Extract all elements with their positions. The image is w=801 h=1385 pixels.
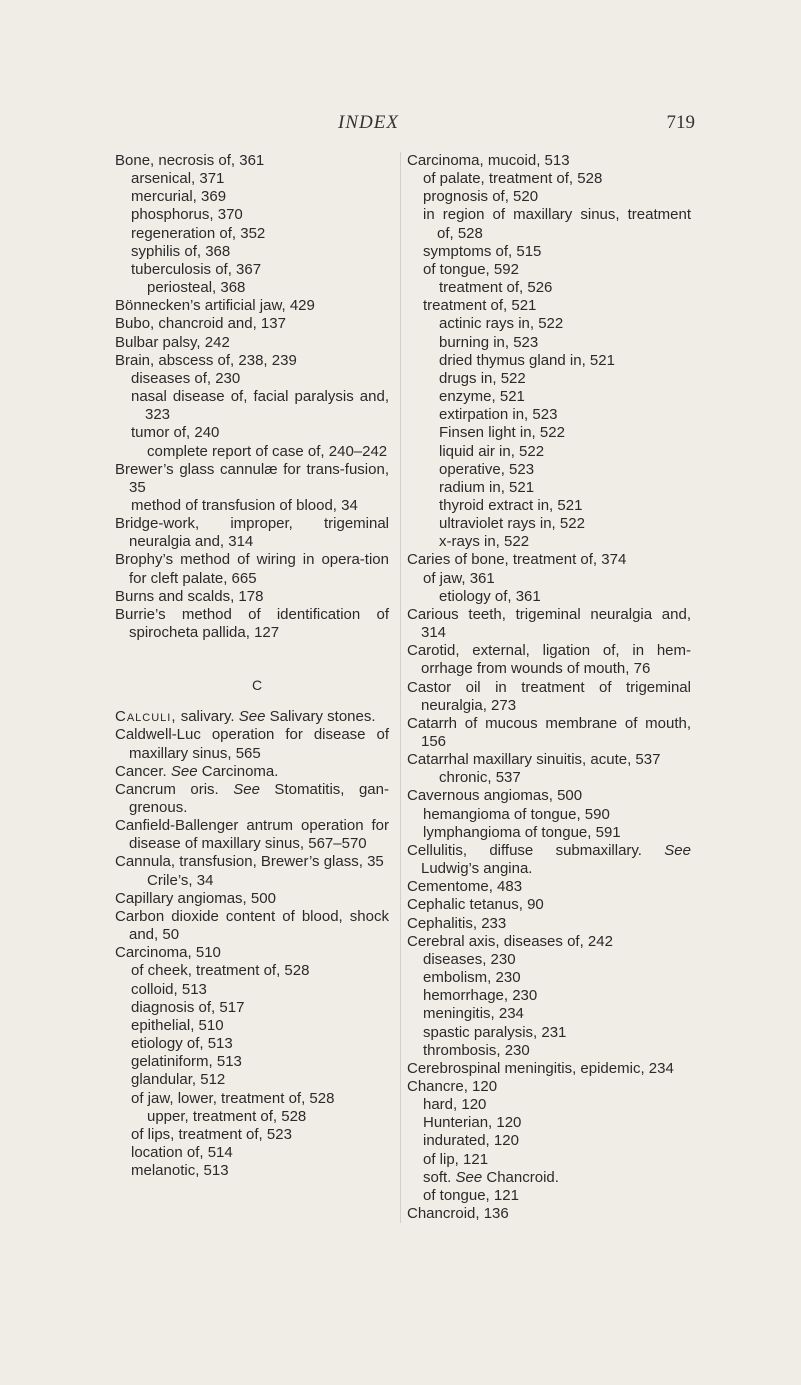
entry-text: Cephalic tetanus, 90 [407,896,544,914]
index-entry [115,708,389,726]
entry-text: extirpation in, 523 [439,406,558,424]
index-subentry [407,170,691,188]
index-entry [115,551,389,587]
index-entry [115,334,389,352]
entry-text: glandular, 512 [131,1071,226,1089]
entry-text: ultraviolet rays in, 522 [439,515,585,533]
index-subentry [407,424,691,442]
index-subentry [407,279,691,297]
entry-text: of jaw, lower, treatment of, 528 [131,1089,335,1107]
see-reference: See [664,841,691,859]
entry-text: mercurial, 369 [131,188,227,206]
entry-text: x-rays in, 522 [439,533,530,551]
index-entry [407,1060,691,1078]
entry-text: of lips, treatment of, 523 [131,1125,292,1143]
index-subentry [115,370,389,388]
index-column-left [115,152,389,1180]
index-subentry [407,1005,691,1023]
index-subentry [115,1108,389,1126]
entry-text: diagnosis of, 517 [131,998,245,1016]
index-entry [407,642,691,678]
entry-text: diseases of, 230 [131,369,241,387]
entry-text: embolism, 230 [423,969,521,987]
index-subentry [115,1053,389,1071]
index-entry [115,908,389,944]
index-subentry [407,515,691,533]
entry-text: arsenical, 371 [131,170,225,188]
entry-text: Caries of bone, treatment of, 374 [407,551,627,569]
entry-text: enzyme, 521 [439,388,525,406]
index-entry [115,853,389,871]
entry-text: method of transfusion of blood, 34 [131,496,358,514]
entry-text: of palate, treatment of, 528 [423,170,603,188]
entry-text: Cavernous angiomas, 500 [407,787,583,805]
index-subentry [407,769,691,787]
index-subentry [407,334,691,352]
entry-text: upper, treatment of, 528 [147,1107,307,1125]
entry-text: Chancre, 120 [407,1077,498,1095]
page-number: 719 [666,112,695,133]
index-subentry [115,225,389,243]
index-entry [115,817,389,853]
entry-text: operative, 523 [439,460,535,478]
entry-text: Bridge-work, improper, trigeminal neuralgia and, 314 [115,515,389,551]
entry-text: Cementome, 483 [407,878,523,896]
index-entry [407,606,691,642]
entry-text: Cerebrospinal meningitis, epidemic, 234 [407,1059,674,1077]
index-entry [407,715,691,751]
see-reference: See [238,708,266,726]
index-subentry [115,1017,389,1035]
entry-text: Capillary angiomas, 500 [115,889,276,907]
entry-text: Finsen light in, 522 [439,424,565,442]
entry-text: etiology of, 361 [439,587,541,605]
entry-text: actinic rays in, 522 [439,315,564,333]
index-subentry [407,1132,691,1150]
running-head: INDEX [338,112,399,133]
entry-text: meningitis, 234 [423,1005,524,1023]
entry-text: prognosis of, 520 [423,188,539,206]
entry-text: of jaw, 361 [423,569,495,587]
index-subentry [407,1187,691,1205]
entry-text: Carcinoma, mucoid, 513 [407,152,570,169]
index-subentry [407,315,691,333]
see-reference: See [233,780,260,798]
index-subentry [407,479,691,497]
entry-text: regeneration of, 352 [131,224,266,242]
entry-text: in region of maxillary sinus, treatment of, 528 [423,206,691,242]
entry-text-rest: Chancroid. [482,1168,559,1186]
entry-text: syphilis of, 368 [131,242,231,260]
index-subentry [407,533,691,551]
index-entry [115,726,389,762]
index-subentry [407,243,691,261]
index-subentry [115,962,389,980]
entry-text: Carotid, external, ligation of, in hem-orrhage from wounds of mouth, 76 [407,642,691,678]
index-entry [115,352,389,370]
index-subentry [115,188,389,206]
entry-text: thrombosis, 230 [423,1041,530,1059]
index-entry [407,787,691,805]
index-entry [407,842,691,878]
entry-text: symptoms of, 515 [423,242,542,260]
entry-text: tumor of, 240 [131,424,220,442]
index-entry [407,896,691,914]
index-entry [407,1205,691,1223]
index-subentry [407,1042,691,1060]
index-subentry [115,388,389,424]
entry-text: of cheek, treatment of, 528 [131,962,310,980]
entry-text: treatment of, 521 [423,297,537,315]
entry-text: hard, 120 [423,1096,487,1114]
index-subentry [407,297,691,315]
index-subentry [407,261,691,279]
entry-text: treatment of, 526 [439,279,553,297]
entry-text: Hunterian, 120 [423,1114,522,1132]
entry-text-rest: Salivary stones. [265,708,376,726]
index-entry [115,763,389,781]
index-entry [115,461,389,497]
entry-text: Brophy’s method of wiring in opera-tion for cleft palate, 665 [115,551,389,587]
entry-text: Brain, abscess of, 238, 239 [115,351,297,369]
entry-text: of tongue, 592 [423,260,519,278]
index-subentry [407,406,691,424]
index-entry [115,606,389,642]
index-subentry [407,570,691,588]
entry-text: Castor oil in treatment of trigeminal neuralgia, 273 [407,678,691,714]
index-subentry [407,824,691,842]
entry-text: Catarrh of mucous membrane of mouth, 156 [407,714,691,750]
index-subentry [407,969,691,987]
index-subentry [115,1144,389,1162]
index-entry [407,679,691,715]
entry-text: thyroid extract in, 521 [439,496,583,514]
entry-text: Burns and scalds, 178 [115,587,264,605]
index-subentry [407,806,691,824]
entry-text: indurated, 120 [423,1132,519,1150]
index-subentry [407,443,691,461]
index-entry [407,152,691,170]
entry-text: Bulbar palsy, 242 [115,333,230,351]
index-entry [115,944,389,962]
entry-text: Brewer’s glass cannulæ for trans-fusion, 35 [115,460,389,496]
index-subentry [407,1151,691,1169]
entry-text: Bönnecken’s artificial jaw, 429 [115,297,315,315]
entry-text: colloid, 513 [131,980,207,998]
index-subentry [115,1162,389,1180]
entry-text: melanotic, 513 [131,1162,229,1180]
index-subentry [407,370,691,388]
index-subentry [115,497,389,515]
index-entry [407,933,691,951]
section-letter: C [251,677,263,694]
entry-text: diseases, 230 [423,950,516,968]
entry-text: tuberculosis of, 367 [131,260,262,278]
entry-text: location of, 514 [131,1143,233,1161]
index-entry [115,315,389,333]
entry-text: epithelial, 510 [131,1016,224,1034]
index-entry [115,152,389,170]
index-entry [407,551,691,569]
entry-head: Calculi, [115,708,177,726]
index-entry [407,1078,691,1096]
index-entry [115,588,389,606]
entry-text: of tongue, 121 [423,1186,519,1204]
index-entry [115,297,389,315]
entry-text: Chancroid, 136 [407,1205,509,1223]
entry-text: etiology of, 513 [131,1035,233,1053]
index-subentry [407,1096,691,1114]
index-entry [407,915,691,933]
entry-text: gelatiniform, 513 [131,1053,242,1071]
entry-text: hemorrhage, 230 [423,987,538,1005]
index-subentry [407,987,691,1005]
index-entry [115,781,389,817]
index-subentry [115,206,389,224]
entry-text-rest: Carcinoma. [197,762,279,780]
entry-text: Caldwell-Luc operation for disease of maxillary sinus, 565 [115,726,389,762]
page-header [0,112,801,136]
index-subentry [115,170,389,188]
index-subentry [115,1035,389,1053]
index-subentry [407,1114,691,1132]
entry-text: Cancer. [115,762,171,780]
entry-text: burning in, 523 [439,333,539,351]
entry-text: hemangioma of tongue, 590 [423,805,610,823]
entry-text: Cellulitis, diffuse submaxillary. [407,841,665,859]
entry-text: radium in, 521 [439,478,535,496]
see-reference: See [170,762,198,780]
index-subentry [407,206,691,242]
entry-text: Carious teeth, trigeminal neuralgia and, 314 [407,605,691,642]
entry-text: Burrie’s method of identification of spirocheta pallida, 127 [115,605,389,642]
entry-text: of lip, 121 [423,1150,489,1168]
index-subentry [115,981,389,999]
entry-text: Carcinoma, 510 [115,944,221,962]
index-column-right [400,152,691,1223]
entry-text: Canfield-Ballenger antrum operation for disease of maxillary sinus, 567–570 [115,817,389,853]
index-entry [407,878,691,896]
entry-text: Carbon dioxide content of blood, shock and, 50 [115,907,389,944]
entry-text: salivary. [176,708,239,726]
index-subentry [407,388,691,406]
index-subentry [115,424,389,442]
index-subentry [115,1126,389,1144]
entry-text: dried thymus gland in, 521 [439,351,615,369]
entry-text: chronic, 537 [439,769,521,787]
index-subentry [115,443,389,461]
index-subentry [407,352,691,370]
entry-text: Bone, necrosis of, 361 [115,152,265,169]
entry-text: Cerebral axis, diseases of, 242 [407,932,613,950]
index-entry [407,751,691,769]
index-subentry [407,1169,691,1187]
see-reference: See [455,1168,483,1186]
index-subentry [407,1024,691,1042]
index-subentry [115,261,389,279]
entry-text: nasal disease of, facial paralysis and, 323 [131,388,389,424]
entry-text: phosphorus, 370 [131,206,243,224]
entry-text-rest: Ludwig’s angina. [421,860,533,878]
index-entry [115,890,389,908]
entry-text: complete report of case of, 240–242 [147,442,388,460]
entry-text: drugs in, 522 [439,369,526,387]
entry-text: soft. [423,1168,456,1186]
index-entry [115,515,389,551]
entry-text: Cephalitis, 233 [407,914,507,932]
entry-text-rest: Stomatitis, gan-grenous. [129,780,389,816]
index-subentry [115,999,389,1017]
entry-text: Cannula, transfusion, Brewer’s glass, 35 [115,853,384,871]
index-subentry [407,951,691,969]
index-subentry [115,1071,389,1089]
entry-text: Catarrhal maxillary sinuitis, acute, 537 [407,751,661,769]
entry-text: spastic paralysis, 231 [423,1023,567,1041]
index-subentry [115,872,389,890]
index-subentry [407,461,691,479]
index-subentry [115,243,389,261]
index-subentry [115,279,389,297]
entry-text: Crile’s, 34 [147,871,214,889]
index-subentry [407,188,691,206]
index-subentry [115,1090,389,1108]
index-subentry [407,588,691,606]
entry-text: liquid air in, 522 [439,442,545,460]
entry-text: Bubo, chancroid and, 137 [115,315,286,333]
entry-text: periosteal, 368 [147,279,246,297]
index-subentry [407,497,691,515]
entry-text: lymphangioma of tongue, 591 [423,823,621,841]
entry-text: Cancrum oris. [115,780,234,798]
